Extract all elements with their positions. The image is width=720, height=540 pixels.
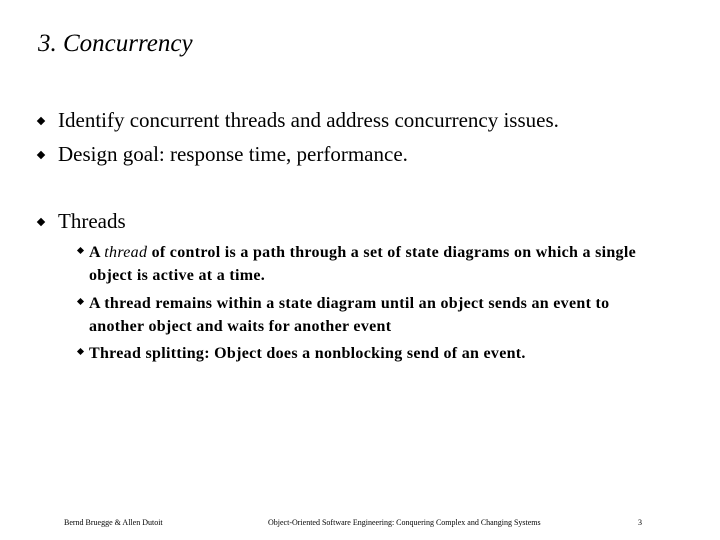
diamond-bullet-icon — [37, 218, 45, 226]
bullet-item — [36, 209, 126, 233]
sub-bullet-emphasis: thread — [104, 244, 148, 261]
sub-bullet-item — [76, 342, 656, 365]
bullet-text: Design goal: response time, performance. — [58, 142, 408, 166]
bullet-text: Threads — [58, 209, 126, 233]
bullet-text: Identify concurrent threads and address concurrency issues. — [58, 108, 559, 132]
sub-bullet-item — [76, 241, 656, 287]
sub-bullet-text: Thread splitting: Object does a nonblocking send of an event. — [89, 345, 526, 362]
bullet-item — [36, 108, 559, 132]
sub-bullet-suffix: of control is a path through a set of state diagrams on which a single object is active at a time. — [89, 244, 636, 284]
diamond-bullet-icon — [37, 117, 45, 125]
footer-authors: Bernd Bruegge & Allen Dutoit — [64, 518, 163, 527]
diamond-bullet-icon — [37, 151, 45, 159]
diamond-bullet-icon — [77, 298, 84, 305]
bullet-item — [36, 142, 408, 166]
sub-bullet-text: A thread remains within a state diagram until an object sends an event to another object and waits for another event — [89, 295, 610, 335]
sub-bullet-item — [76, 292, 656, 338]
footer-book-title: Object-Oriented Software Engineering: Conquering Complex and Changing Systems — [268, 518, 541, 527]
footer-page-number: 3 — [638, 518, 642, 527]
diamond-bullet-icon — [77, 247, 84, 254]
sub-bullet-text — [89, 241, 656, 287]
sub-bullet-prefix: A — [89, 244, 105, 261]
slide-title: 3. Concurrency — [38, 30, 193, 57]
diamond-bullet-icon — [77, 348, 84, 355]
